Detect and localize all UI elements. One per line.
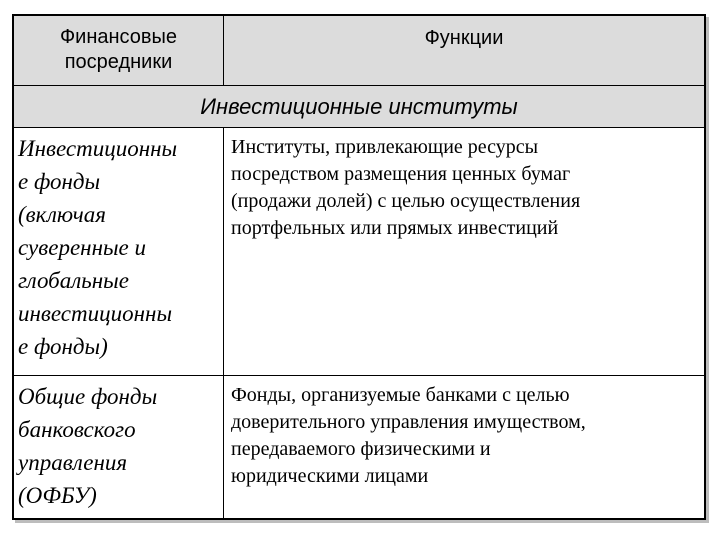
intermediary-name bbox=[14, 128, 224, 375]
name-line: (включая bbox=[18, 202, 106, 227]
function-line: Институты, привлекающие ресурсы bbox=[231, 136, 539, 158]
name-line: управления bbox=[18, 450, 128, 475]
name-line: е фонды) bbox=[18, 334, 108, 359]
table-row bbox=[14, 376, 704, 520]
function-line: (продажи долей) с целью осуществления bbox=[231, 190, 581, 212]
function-line: Фонды, организуемые банками с целью bbox=[231, 384, 570, 406]
name-line: глобальные bbox=[18, 268, 129, 293]
function-line: передаваемого физическими и bbox=[231, 438, 491, 460]
header-intermediaries-line: Финансовые bbox=[59, 26, 178, 48]
intermediary-function bbox=[224, 128, 704, 375]
name-line: Инвестиционны bbox=[18, 136, 178, 161]
function-line: посредством размещения ценных бумаг bbox=[231, 163, 571, 185]
financial-intermediaries-table bbox=[12, 14, 706, 520]
intermediary-name bbox=[14, 376, 224, 520]
section-row bbox=[14, 86, 704, 128]
table-header-row bbox=[14, 16, 704, 86]
section-title: Инвестиционные институты bbox=[200, 94, 518, 119]
function-line: портфельных или прямых инвестиций bbox=[231, 217, 559, 239]
header-intermediaries-line: посредники bbox=[64, 51, 173, 73]
name-line: банковского bbox=[18, 417, 136, 442]
name-line: (ОФБУ) bbox=[18, 483, 97, 508]
intermediary-function bbox=[224, 376, 704, 520]
table-row bbox=[14, 128, 704, 376]
name-line: Общие фонды bbox=[18, 384, 158, 409]
header-functions: Функции bbox=[424, 27, 504, 49]
name-line: е фонды bbox=[18, 169, 101, 194]
header-intermediaries bbox=[14, 16, 224, 85]
name-line: инвестиционны bbox=[18, 301, 173, 326]
function-line: юридическими лицами bbox=[231, 465, 429, 487]
name-line: суверенные и bbox=[18, 235, 147, 260]
function-line: доверительного управления имуществом, bbox=[231, 411, 586, 433]
